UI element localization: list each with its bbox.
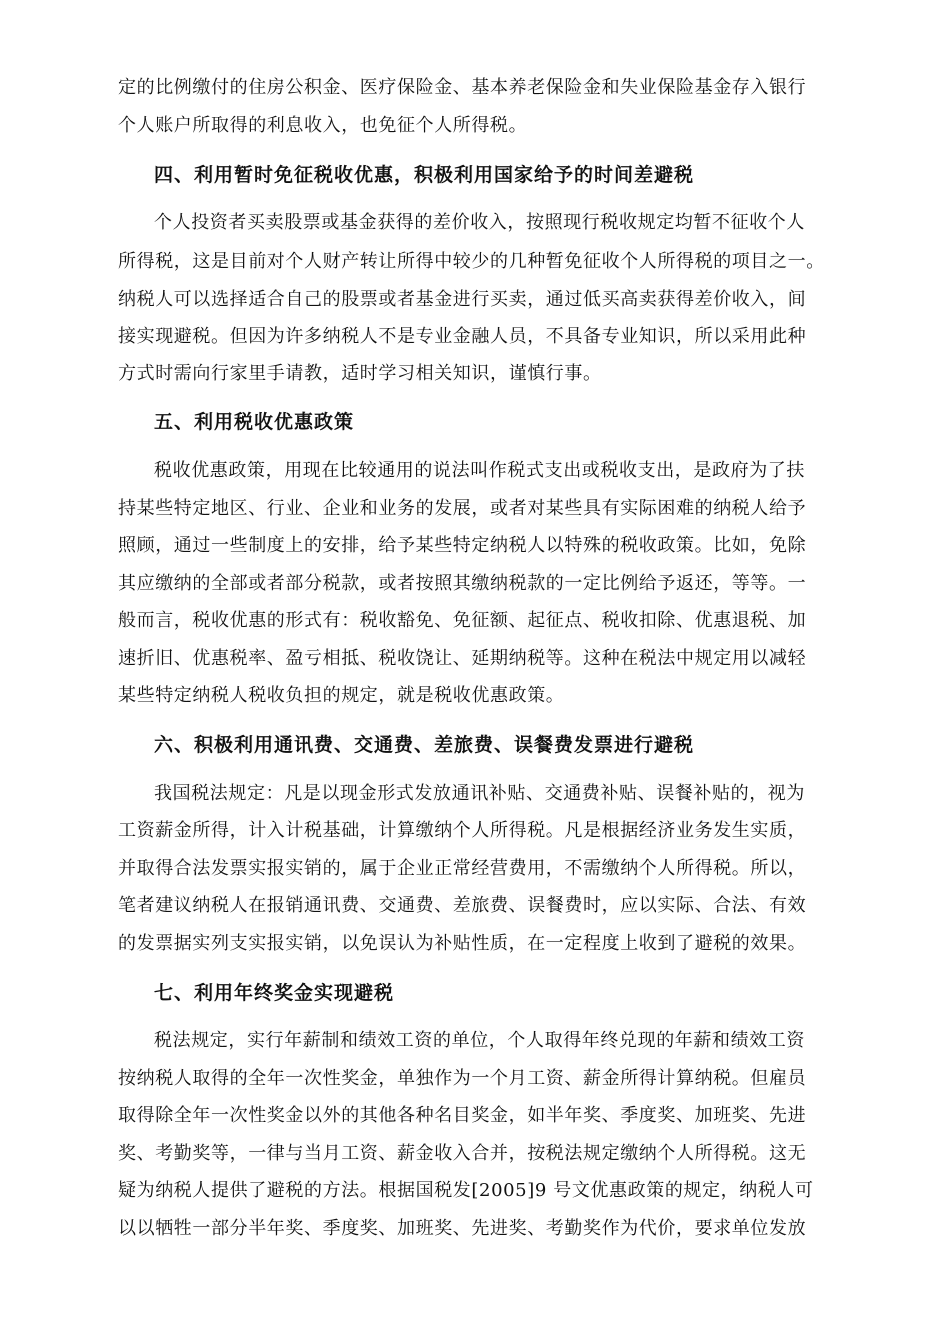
paragraph-line: 并取得合法发票实报实销的，属于企业正常经营费用，不需缴纳个人所得税。所以， [118,858,807,879]
paragraph-line: 税法规定，实行年薪制和绩效工资的单位，个人取得年终兑现的年薪和绩效工资 [154,1030,805,1051]
paragraph-line: 接实现避税。但因为许多纳税人不是专业金融人员，不具备专业知识，所以采用此种 [118,326,807,347]
paragraph-line: 所得税，这是目前对个人财产转让所得中较少的几种暂免征收个人所得税的项目之一。 [118,251,825,272]
paragraph-line: 我国税法规定：凡是以现金形式发放通讯补贴、交通费补贴、误餐补贴的，视为 [154,783,805,804]
paragraph-line: 奖、考勤奖等，一律与当月工资、薪金收入合并，按税法规定缴纳个人所得税。这无 [118,1143,807,1164]
paragraph-line: 定的比例缴付的住房公积金、医疗保险金、基本养老保险金和失业保险基金存入银行 [118,77,807,98]
paragraph-line: 纳税人可以选择适合自己的股票或者基金进行买卖，通过低买高卖获得差价收入，间 [118,289,807,310]
paragraph-line: 疑为纳税人提供了避税的方法。根据国税发[2005]9 号文优惠政策的规定，纳税人可 [118,1180,814,1201]
paragraph-line: 速折旧、优惠税率、盈亏相抵、税收饶让、延期纳税等。这种在税法中规定用以减轻 [118,648,807,669]
paragraph-line: 个人账户所取得的利息收入，也免征个人所得税。 [118,115,528,136]
paragraph-line: 税收优惠政策，用现在比较通用的说法叫作税式支出或税收支出，是政府为了扶 [154,460,805,481]
paragraph-line: 持某些特定地区、行业、企业和业务的发展，或者对某些具有实际困难的纳税人给予 [118,498,807,519]
paragraph-line: 以以牺牲一部分半年奖、季度奖、加班奖、先进奖、考勤奖作为代价，要求单位发放 [118,1218,807,1239]
paragraph-line: 的发票据实列支实报实销，以免误认为补贴性质，在一定程度上收到了避税的效果。 [118,933,807,954]
paragraph-line: 工资薪金所得，计入计税基础，计算缴纳个人所得税。凡是根据经济业务发生实质， [118,820,807,841]
section-7-heading: 七、利用年终奖金实现避税 [154,982,395,1004]
paragraph-line: 方式时需向行家里手请教，适时学习相关知识，谨慎行事。 [118,363,602,384]
section-4-heading: 四、利用暂时免征税收优惠，积极利用国家给予的时间差避税 [154,164,695,186]
paragraph-line: 个人投资者买卖股票或基金获得的差价收入，按照现行税收规定均暂不征收个人 [154,212,805,233]
paragraph-line: 般而言，税收优惠的形式有：税收豁免、免征额、起征点、税收扣除、优惠退税、加 [118,610,807,631]
paragraph-line: 取得除全年一次性奖金以外的其他各种名目奖金，如半年奖、季度奖、加班奖、先进 [118,1105,807,1126]
section-5-heading: 五、利用税收优惠政策 [154,411,355,433]
paragraph-line: 按纳税人取得的全年一次性奖金，单独作为一个月工资、薪金所得计算纳税。但雇员 [118,1068,807,1089]
section-6-heading: 六、积极利用通讯费、交通费、差旅费、误餐费发票进行避税 [154,734,695,756]
paragraph-line: 某些特定纳税人税收负担的规定，就是税收优惠政策。 [118,685,565,706]
paragraph-line: 其应缴纳的全部或者部分税款，或者按照其缴纳税款的一定比例给予返还，等等。一 [118,573,807,594]
paragraph-line: 照顾，通过一些制度上的安排，给予某些特定纳税人以特殊的税收政策。比如，免除 [118,535,807,556]
paragraph-line: 笔者建议纳税人在报销通讯费、交通费、差旅费、误餐费时，应以实际、合法、有效 [118,895,807,916]
